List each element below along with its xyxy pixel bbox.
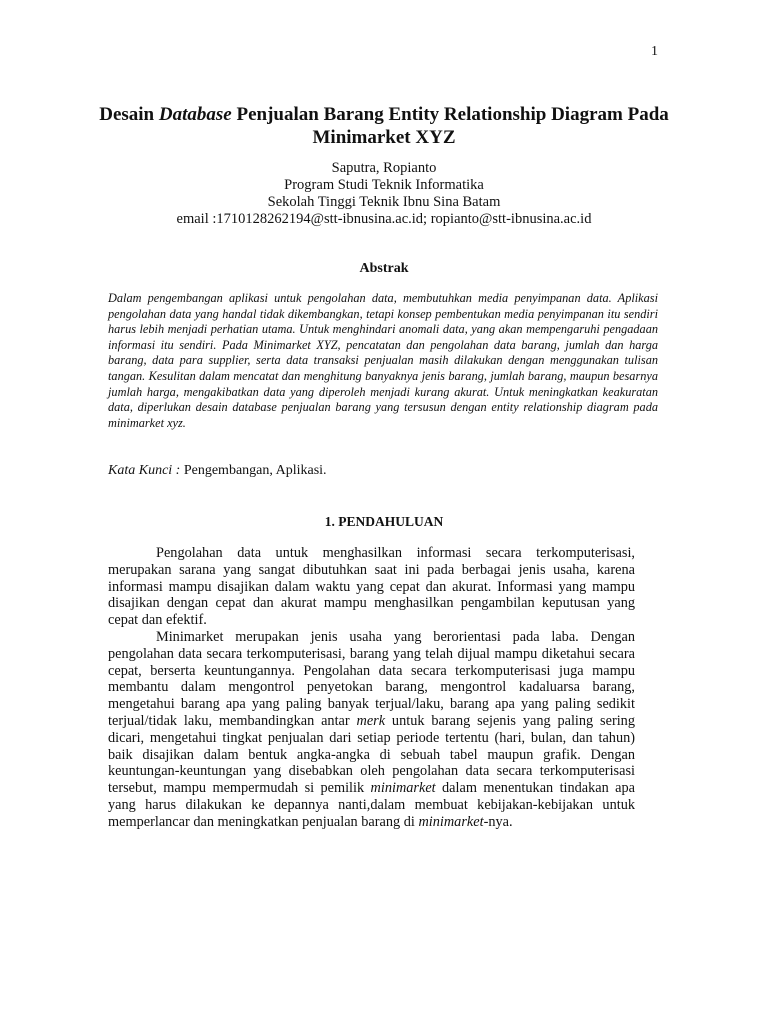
paragraph-2-part-b: untuk barang sejenis yang paling sering dicari, mengetahui tingkat penjualan dari setiap periode tertentu (hari, bulan, dan tahun) baik disajikan dalam bentuk angka-angka di sebuah tabel maupun grafik. Dengan keuntungan-keuntungan yang disebabkan oleh pengolahan data secara terkomputerisasi tersebut, mampu mempermudah si pemilik (108, 712, 635, 797)
keywords-label: Kata Kunci : (108, 463, 181, 478)
italic-minimarket-2: minimarket (418, 813, 484, 830)
paragraph-2-part-a: Minimarket merupakan jenis usaha yang berorientasi pada laba. Dengan pengolahan data secara terkomputerisasi, barang yang telah dijual mampu diketahui secara cepat, berserta keuntungannya. Pengolahan data secara terkomputerisasi juga mampu membantu dalam mengontrol penyetokan barang, mengontrol kadaluarsa barang, mengetahui barang apa yang paling banyak terjual/laku, barang apa yang paling sedikit terjual/tidak laku, membandingkan antar (108, 628, 635, 729)
author-institution: Sekolah Tinggi Teknik Ibnu Sina Batam (267, 194, 501, 210)
title-part-3: Penjualan Barang Entity Relationship Diagram Pada Minimarket XYZ (231, 104, 669, 148)
italic-merk: merk (356, 712, 386, 729)
author-block (96, 160, 672, 228)
section-heading-pendahuluan: 1. PENDAHULUAN (324, 514, 444, 529)
paragraph-2-part-d: -nya. (483, 813, 513, 830)
paragraph-1: Pengolahan data untuk menghasilkan informasi secara terkomputerisasi, merupakan sarana yang sangat dibutuhkan saat ini pada berbagai jenis usaha, karena informasi mampu disajikan dalam waktu yang cepat dan akurat. Informasi yang mampu disajikan dengan cepat dan akurat mampu menghasilkan pengambilan keputusan yang cepat dan efektif. (108, 545, 635, 629)
abstract-text: Dalam pengembangan aplikasi untuk pengolahan data, membutuhkan media penyimpanan data. Aplikasi pengolahan data yang handal tidak dikembangkan, tetapi konsep pembentukan media penyimpanan itu sendiri harus lebih menjadi perhatian utama. Untuk menghindari anomali data, yang akan mempengaruhi pengadaan informasi itu sendiri. Pada Minimarket XYZ, pencatatan dan pengolahan data barang, jumlah dan harga barang, data para supplier, serta data transaksi penjualan masih dilakukan dengan menggunakan tulisan tangan. Kesulitan dalam mencatat dan menghitung banyaknya jenis barang, jumlah barang, maupun besarnya jumlah harga, mengakibatkan data yang diperoleh menjadi kurang akurat. Untuk meningkatkan keakuratan data, diperlukan desain database penjualan barang yang tersusun dengan entity relationship diagram pada minimarket xyz. (108, 291, 658, 430)
paper-title (96, 103, 672, 149)
abstract-heading: Abstrak (359, 261, 409, 276)
author-program: Program Studi Teknik Informatika (284, 177, 484, 193)
author-email: email :1710128262194@stt-ibnusina.ac.id; ropianto@stt-ibnusina.ac.id (176, 211, 592, 227)
paragraph-2-part-c: dalam menentukan tindakan apa yang harus dilakukan ke depannya nanti,dalam membuat kebijakan-kebijakan untuk memperlancar dan meningkatkan penjualan barang di (108, 780, 636, 830)
page-number: 1 (651, 44, 658, 59)
title-italic-database: Database (158, 104, 232, 125)
title-part-1: Desain (99, 104, 159, 125)
paragraph-2 (108, 629, 635, 831)
keywords-line (108, 463, 658, 479)
keywords-value: Pengembangan, Aplikasi. (180, 463, 327, 478)
section-body (108, 545, 635, 831)
italic-minimarket-1: minimarket (370, 780, 436, 797)
author-names: Saputra, Ropianto (331, 160, 437, 176)
